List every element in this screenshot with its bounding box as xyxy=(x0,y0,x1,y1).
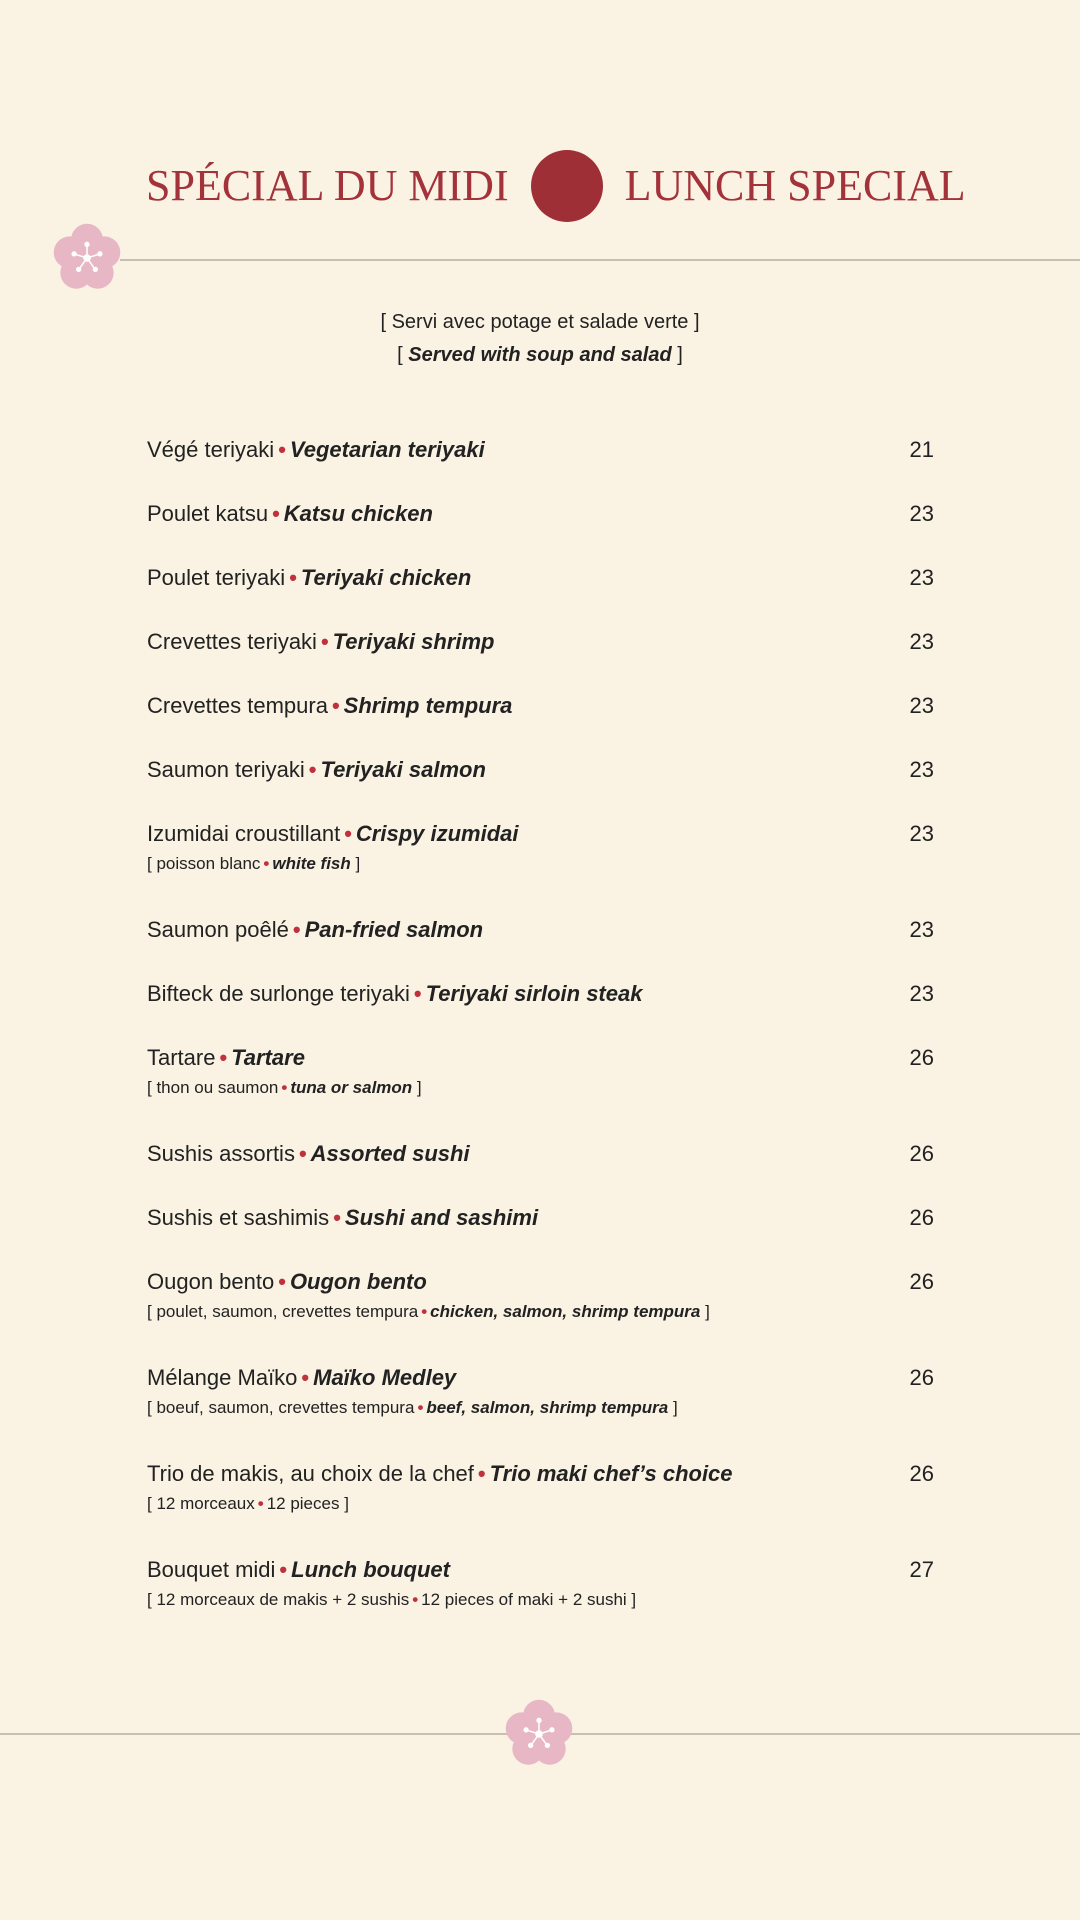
item-name-french: Mélange Maïko xyxy=(147,1365,298,1390)
details-bracket-close: ] xyxy=(339,1494,349,1513)
item-price: 21 xyxy=(909,437,934,462)
menu-item-title xyxy=(147,625,934,659)
bullet-separator: • xyxy=(219,1045,228,1070)
details-bracket-open: [ xyxy=(147,1494,157,1513)
note-english-line xyxy=(0,339,1080,372)
item-name-english: Crispy izumidai xyxy=(355,821,519,846)
menu-item-title xyxy=(147,1361,934,1395)
details-french: boeuf, saumon, crevettes tempura xyxy=(156,1398,415,1417)
item-name-english: Ougon bento xyxy=(289,1269,427,1294)
menu-item-title xyxy=(147,497,934,531)
bullet-separator: • xyxy=(279,1557,288,1582)
bullet-separator: • xyxy=(412,1590,419,1609)
item-price: 26 xyxy=(909,1141,934,1166)
item-name-english: Assorted sushi xyxy=(310,1141,470,1166)
details-french: poisson blanc xyxy=(156,854,261,873)
menu-item xyxy=(147,625,934,689)
menu-item xyxy=(147,817,934,913)
bullet-separator: • xyxy=(331,693,340,718)
item-name-english: Vegetarian teriyaki xyxy=(289,437,485,462)
bullet-separator: • xyxy=(333,1205,341,1230)
menu-item-title xyxy=(147,817,934,851)
menu-item xyxy=(147,1265,934,1361)
menu-item xyxy=(147,1137,934,1201)
menu-item-title xyxy=(147,433,934,467)
item-name-english: Lunch bouquet xyxy=(291,1557,450,1582)
cherry-blossom-icon xyxy=(501,1696,577,1772)
bullet-separator: • xyxy=(263,854,270,873)
top-divider xyxy=(120,259,1080,261)
note-bracket-close: ] xyxy=(677,344,683,366)
item-price: 27 xyxy=(909,1557,934,1582)
item-name-english: Katsu chicken xyxy=(283,501,433,526)
item-name-english: Tartare xyxy=(231,1045,305,1070)
bullet-separator: • xyxy=(281,1078,288,1097)
details-bracket-close: ] xyxy=(412,1078,422,1097)
item-name-french: Bifteck de surlonge teriyaki xyxy=(147,981,410,1006)
item-price: 23 xyxy=(909,629,934,654)
item-name-french: Trio de makis, au choix de la chef xyxy=(147,1461,474,1486)
bullet-separator: • xyxy=(289,565,297,590)
menu-item-title xyxy=(147,561,934,595)
item-name-english: Sushi and sashimi xyxy=(344,1205,539,1230)
item-details xyxy=(147,1075,934,1101)
item-price: 23 xyxy=(909,917,934,942)
item-name-english: Teriyaki salmon xyxy=(320,757,486,782)
bullet-separator: • xyxy=(278,1269,286,1294)
details-french: 12 morceaux de makis + 2 sushis xyxy=(156,1590,410,1609)
details-french: poulet, saumon, crevettes tempura xyxy=(156,1302,419,1321)
bullet-separator: • xyxy=(308,757,317,782)
note-english: Served with soup and salad xyxy=(408,344,672,366)
item-price: 26 xyxy=(909,1205,934,1230)
item-name-english: Pan-fried salmon xyxy=(304,917,484,942)
item-name-french: Saumon poêlé xyxy=(147,917,289,942)
title-english: LUNCH SPECIAL xyxy=(624,161,966,210)
item-price: 23 xyxy=(909,981,934,1006)
bullet-separator: • xyxy=(421,1302,428,1321)
item-price: 23 xyxy=(909,821,934,846)
menu-item-title xyxy=(147,1201,934,1235)
bullet-separator: • xyxy=(298,1141,307,1166)
item-name-french: Végé teriyaki xyxy=(147,437,275,462)
item-name-french: Izumidai croustillant xyxy=(147,821,341,846)
details-french: thon ou saumon xyxy=(156,1078,279,1097)
page-header xyxy=(146,148,966,223)
details-bracket-close: ] xyxy=(668,1398,678,1417)
item-name-french: Crevettes tempura xyxy=(147,693,328,718)
details-english: beef, salmon, shrimp tempura xyxy=(426,1398,669,1417)
details-french: 12 morceaux xyxy=(156,1494,255,1513)
bullet-separator: • xyxy=(413,981,422,1006)
details-english: 12 pieces of maki + 2 sushi xyxy=(421,1590,627,1609)
menu-item xyxy=(147,1553,934,1649)
menu-item-title xyxy=(147,753,934,787)
bullet-separator: • xyxy=(272,501,280,526)
item-details xyxy=(147,1395,934,1421)
menu-item xyxy=(147,1041,934,1137)
bullet-separator: • xyxy=(417,1398,424,1417)
details-bracket-open: [ xyxy=(147,854,157,873)
item-price: 26 xyxy=(909,1269,934,1294)
details-bracket-open: [ xyxy=(147,1590,157,1609)
item-name-english: Shrimp tempura xyxy=(343,693,513,718)
details-english: chicken, salmon, shrimp tempura xyxy=(430,1302,701,1321)
item-name-french: Poulet katsu xyxy=(147,501,269,526)
menu-item-title xyxy=(147,1041,934,1075)
menu-item xyxy=(147,1457,934,1553)
details-english: tuna or salmon xyxy=(290,1078,413,1097)
note-french: [ Servi avec potage et salade verte ] xyxy=(380,311,700,333)
item-price: 26 xyxy=(909,1365,934,1390)
bullet-separator: • xyxy=(257,1494,264,1513)
note-bracket-open: [ xyxy=(397,344,403,366)
details-bracket-close: ] xyxy=(626,1590,637,1609)
red-circle-icon xyxy=(531,150,603,222)
bullet-separator: • xyxy=(278,437,286,462)
title-french: SPÉCIAL DU MIDI xyxy=(146,161,509,210)
details-english: 12 pieces xyxy=(266,1494,340,1513)
item-name-french: Poulet teriyaki xyxy=(147,565,286,590)
cherry-blossom-icon xyxy=(49,220,125,296)
bullet-separator: • xyxy=(320,629,329,654)
item-details xyxy=(147,1299,934,1325)
item-details xyxy=(147,1491,934,1517)
bullet-separator: • xyxy=(292,917,301,942)
item-name-french: Tartare xyxy=(147,1045,216,1070)
details-bracket-close: ] xyxy=(700,1302,710,1321)
menu-item xyxy=(147,753,934,817)
menu-item xyxy=(147,913,934,977)
bullet-separator: • xyxy=(344,821,352,846)
details-bracket-open: [ xyxy=(147,1078,157,1097)
menu-item xyxy=(147,433,934,497)
item-name-english: Teriyaki shrimp xyxy=(332,629,495,654)
menu-item-title xyxy=(147,1457,934,1491)
item-details xyxy=(147,1587,934,1613)
menu-item xyxy=(147,561,934,625)
bullet-separator: • xyxy=(301,1365,310,1390)
item-details xyxy=(147,851,934,877)
menu-item xyxy=(147,1201,934,1265)
item-name-french: Sushis et sashimis xyxy=(147,1205,330,1230)
menu-item xyxy=(147,689,934,753)
item-name-english: Teriyaki sirloin steak xyxy=(425,981,643,1006)
item-name-english: Trio maki chef’s choice xyxy=(489,1461,733,1486)
menu-item-title xyxy=(147,913,934,947)
item-price: 23 xyxy=(909,565,934,590)
item-name-french: Sushis assortis xyxy=(147,1141,295,1166)
item-name-french: Bouquet midi xyxy=(147,1557,276,1582)
item-name-french: Saumon teriyaki xyxy=(147,757,305,782)
details-bracket-open: [ xyxy=(147,1302,157,1321)
details-bracket-close: ] xyxy=(350,854,361,873)
menu-item-title xyxy=(147,1137,934,1171)
details-english: white fish xyxy=(272,854,351,873)
item-name-french: Ougon bento xyxy=(147,1269,275,1294)
bullet-separator: • xyxy=(477,1461,486,1486)
item-name-english: Maïko Medley xyxy=(313,1365,457,1390)
menu-item-title xyxy=(147,977,934,1011)
item-name-french: Crevettes teriyaki xyxy=(147,629,317,654)
menu-item-title xyxy=(147,689,934,723)
menu-item xyxy=(147,977,934,1041)
item-price: 26 xyxy=(909,1045,934,1070)
menu-item xyxy=(147,1361,934,1457)
item-price: 23 xyxy=(909,757,934,782)
served-with-note xyxy=(0,306,1080,372)
details-bracket-open: [ xyxy=(147,1398,157,1417)
menu-item xyxy=(147,497,934,561)
menu-list xyxy=(147,433,934,1649)
item-price: 23 xyxy=(909,501,934,526)
menu-item-title xyxy=(147,1265,934,1299)
item-price: 26 xyxy=(909,1461,934,1486)
item-name-english: Teriyaki chicken xyxy=(300,565,472,590)
item-price: 23 xyxy=(909,693,934,718)
menu-item-title xyxy=(147,1553,934,1587)
